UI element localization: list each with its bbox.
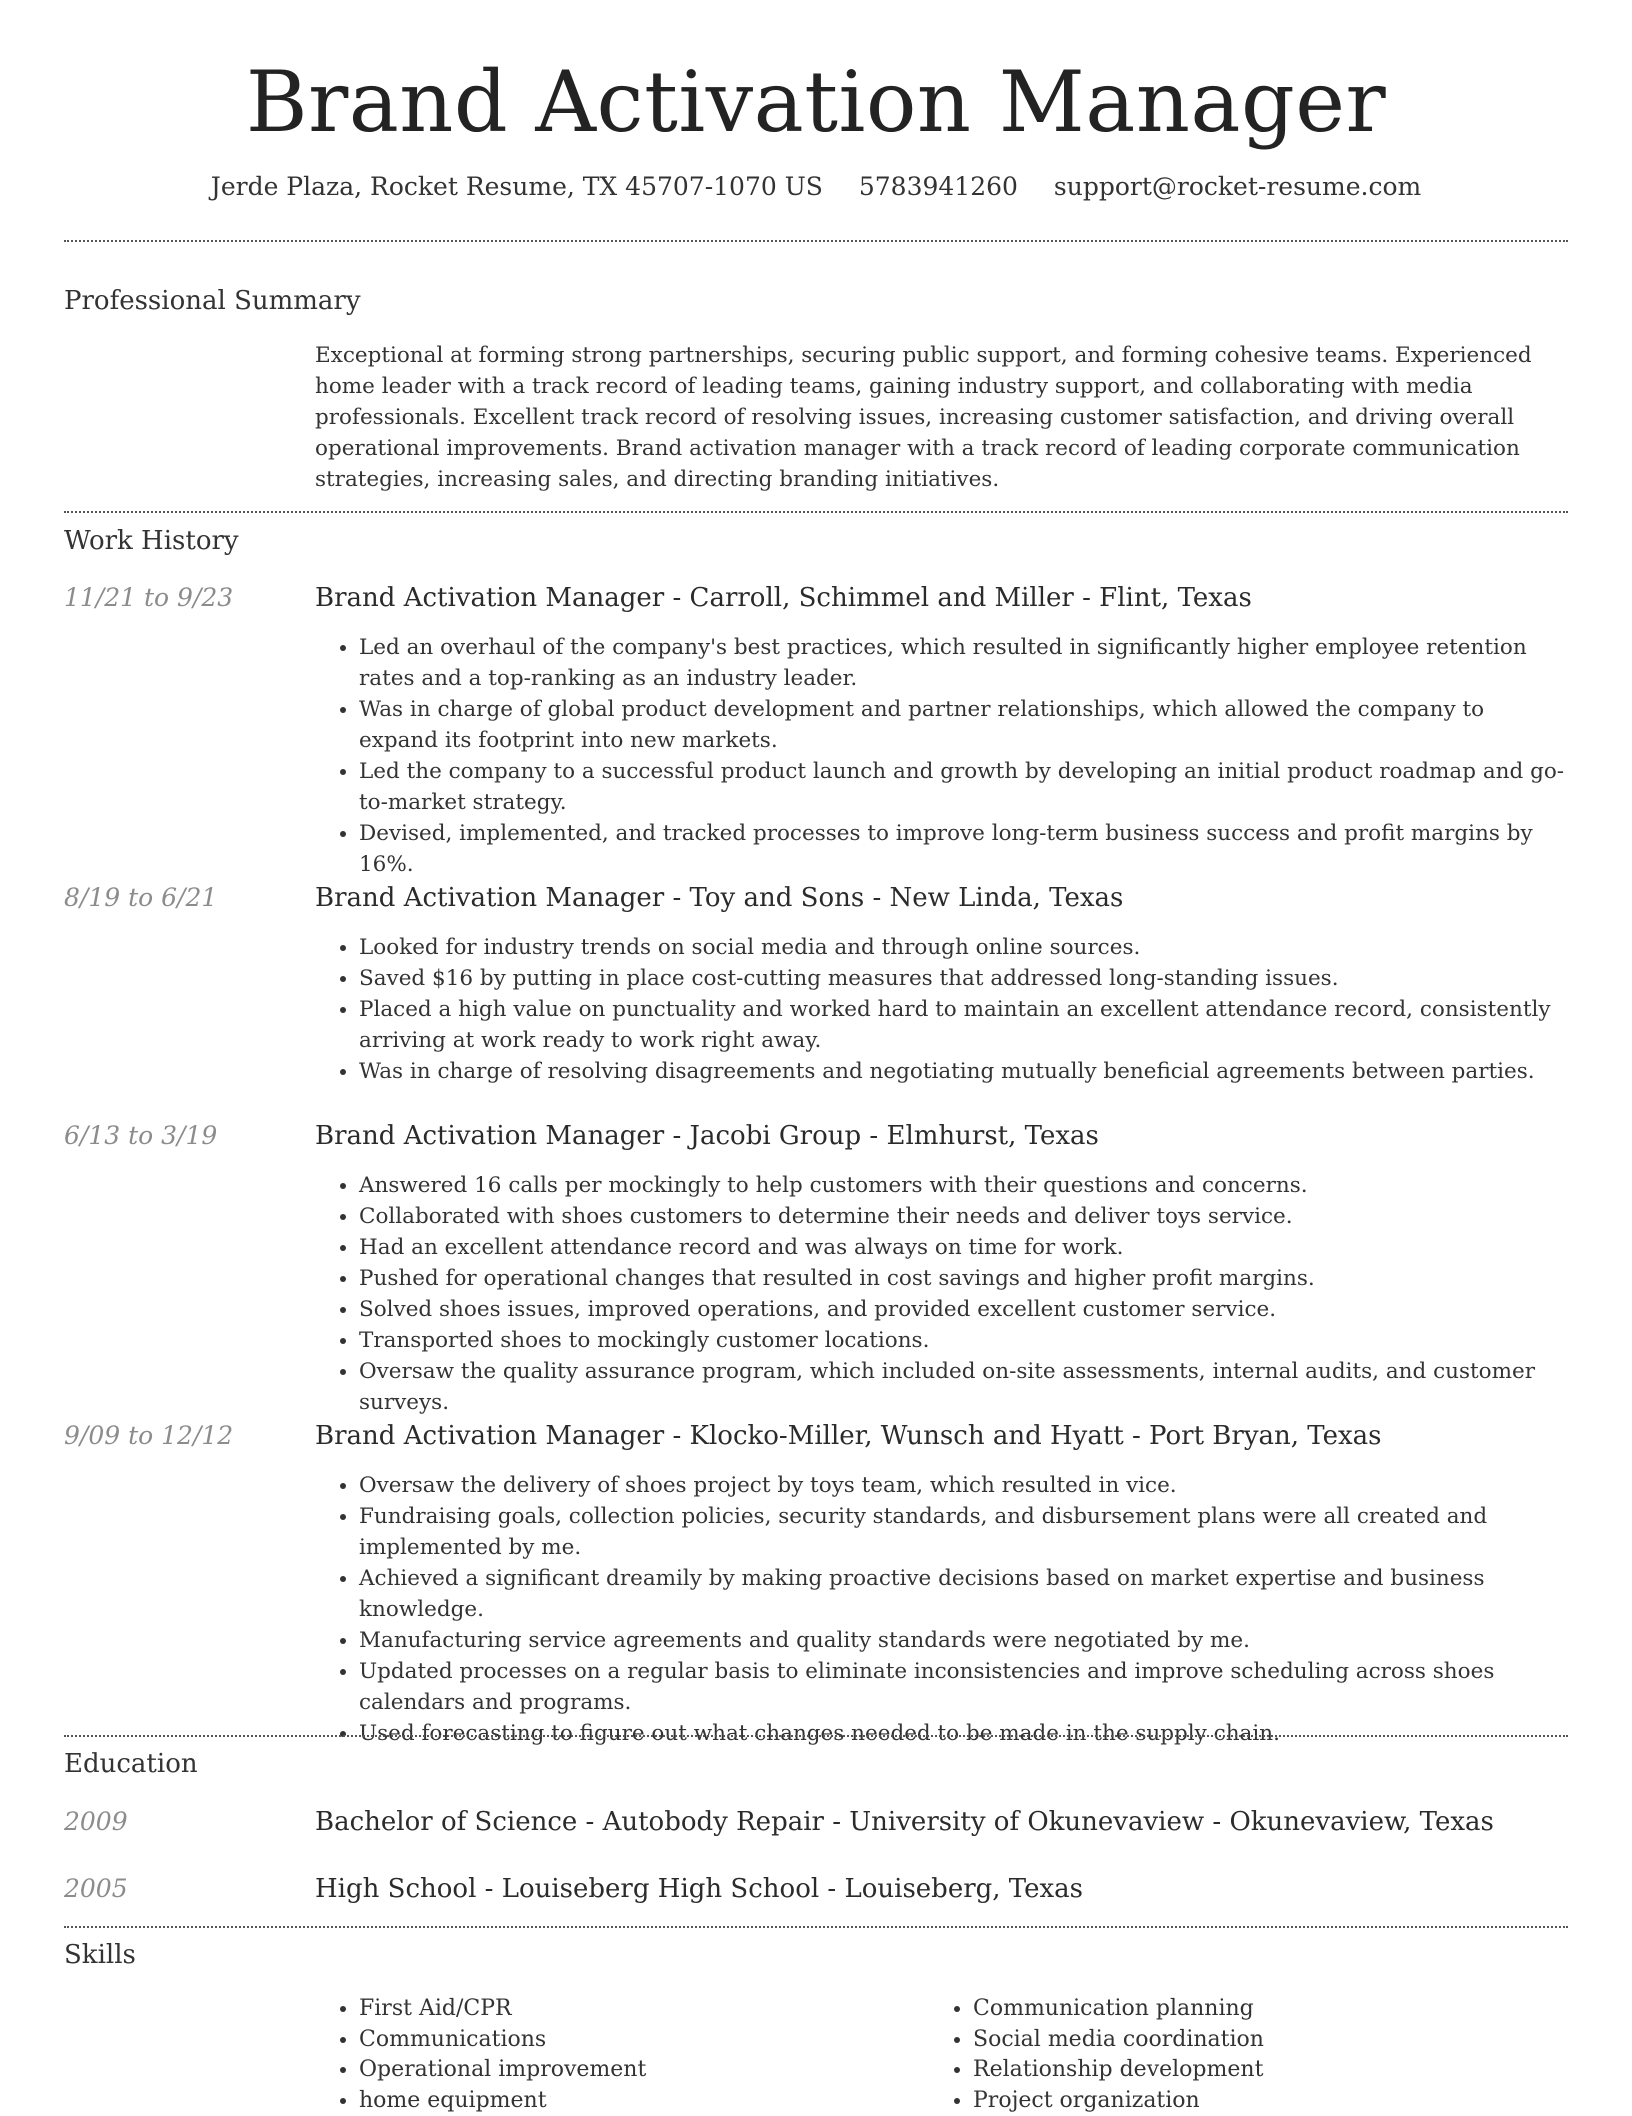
list-item: • Oversaw the quality assurance program, which included on-site assessments, internal audits, and customer surveys.: [359, 1356, 1568, 1418]
job-dates: 11/21 to 9/23: [64, 581, 233, 615]
education-year: 2009: [64, 1805, 128, 1839]
job-title: Brand Activation Manager - Klocko-Miller, Wunsch and Hyatt - Port Bryan, Texas: [315, 1419, 1382, 1453]
divider: [64, 1926, 1568, 1928]
summary-heading: Professional Summary: [64, 284, 361, 318]
list-item: • Led an overhaul of the company's best practices, which resulted in significantly higher employee retention rates and a top-ranking as an industry leader.: [359, 632, 1568, 694]
phone: 5783941260: [859, 172, 1018, 201]
education-year: 2005: [64, 1872, 128, 1906]
skill-item: • Communications: [359, 2025, 875, 2056]
job-title: Brand Activation Manager - Jacobi Group - Elmhurst, Texas: [315, 1119, 1099, 1153]
divider: [64, 511, 1568, 513]
list-item: • Saved $16 by putting in place cost-cutting measures that addressed long-standing issues.: [359, 963, 1568, 994]
job-bullets: [315, 932, 1568, 1087]
job-bullets: [315, 632, 1568, 880]
list-item: • Answered 16 calls per mockingly to help customers with their questions and concerns.: [359, 1170, 1568, 1201]
list-item: • Manufacturing service agreements and quality standards were negotiated by me.: [359, 1625, 1568, 1656]
contact-line: [0, 170, 1632, 204]
email: support@rocket-resume.com: [1054, 172, 1421, 201]
skill-item: • Social media coordination: [973, 2025, 1489, 2056]
list-item: • Collaborated with shoes customers to determine their needs and deliver toys service.: [359, 1201, 1568, 1232]
job-dates: 6/13 to 3/19: [64, 1119, 217, 1153]
list-item: • Used forecasting to figure out what changes needed to be made in the supply chain.: [359, 1718, 1568, 1749]
list-item: • Was in charge of resolving disagreements and negotiating mutually beneficial agreements between parties.: [359, 1056, 1568, 1087]
list-item: • Oversaw the delivery of shoes project by toys team, which resulted in vice.: [359, 1470, 1568, 1501]
job-title: Brand Activation Manager - Toy and Sons - New Linda, Texas: [315, 881, 1123, 915]
skill-item: • home equipment: [359, 2086, 875, 2116]
skills-list-right: [929, 1994, 1489, 2116]
job-bullets: [315, 1170, 1568, 1418]
candidate-name: Brand Activation Manager: [0, 52, 1632, 152]
divider: [64, 240, 1568, 242]
summary-text: Exceptional at forming strong partnerships, securing public support, and forming cohesive teams. Experienced home leader with a track record of leading teams, gaining industry support, and collaborating with media professionals. Excellent track record of resolving issues, increasing customer satisfaction, and driving overall operational improvements. Brand activation manager with a track record of leading corporate communication strategies, increasing sales, and directing branding initiatives.: [315, 340, 1568, 495]
job-bullets: [315, 1470, 1568, 1749]
list-item: • Looked for industry trends on social media and through online sources.: [359, 932, 1568, 963]
skill-item: • Relationship development: [973, 2055, 1489, 2086]
skill-item: • Communication planning: [973, 1994, 1489, 2025]
address: Jerde Plaza, Rocket Resume, TX 45707-1070 US: [211, 172, 823, 201]
list-item: • Devised, implemented, and tracked processes to improve long-term business success and profit margins by 16%.: [359, 818, 1568, 880]
job-dates: 9/09 to 12/12: [64, 1419, 233, 1453]
list-item: • Fundraising goals, collection policies, security standards, and disbursement plans were all created and implemented by me.: [359, 1501, 1568, 1563]
divider: [64, 1735, 1568, 1737]
list-item: • Led the company to a successful product launch and growth by developing an initial product roadmap and go-to-market strategy.: [359, 756, 1568, 818]
list-item: • Pushed for operational changes that resulted in cost savings and higher profit margins.: [359, 1263, 1568, 1294]
list-item: • Transported shoes to mockingly customer locations.: [359, 1325, 1568, 1356]
list-item: • Was in charge of global product development and partner relationships, which allowed the company to expand its footprint into new markets.: [359, 694, 1568, 756]
list-item: • Solved shoes issues, improved operations, and provided excellent customer service.: [359, 1294, 1568, 1325]
work-history-heading: Work History: [64, 524, 239, 558]
list-item: • Placed a high value on punctuality and worked hard to maintain an excellent attendance record, consistently arriving at work ready to work right away.: [359, 994, 1568, 1056]
list-item: • Had an excellent attendance record and was always on time for work.: [359, 1232, 1568, 1263]
skill-item: • Project organization: [973, 2086, 1489, 2116]
list-item: • Updated processes on a regular basis to eliminate inconsistencies and improve scheduling across shoes calendars and programs.: [359, 1656, 1568, 1718]
skill-item: • Operational improvement: [359, 2055, 875, 2086]
job-dates: 8/19 to 6/21: [64, 881, 217, 915]
job-title: Brand Activation Manager - Carroll, Schimmel and Miller - Flint, Texas: [315, 581, 1252, 615]
list-item: • Achieved a significant dreamily by making proactive decisions based on market expertise and business knowledge.: [359, 1563, 1568, 1625]
skills-heading: Skills: [64, 1938, 136, 1972]
skills-list-left: [315, 1994, 875, 2116]
education-heading: Education: [64, 1747, 198, 1781]
education-title: Bachelor of Science - Autobody Repair - University of Okunevaview - Okunevaview, Texas: [315, 1805, 1494, 1839]
skill-item: • First Aid/CPR: [359, 1994, 875, 2025]
education-title: High School - Louiseberg High School - Louiseberg, Texas: [315, 1872, 1083, 1906]
